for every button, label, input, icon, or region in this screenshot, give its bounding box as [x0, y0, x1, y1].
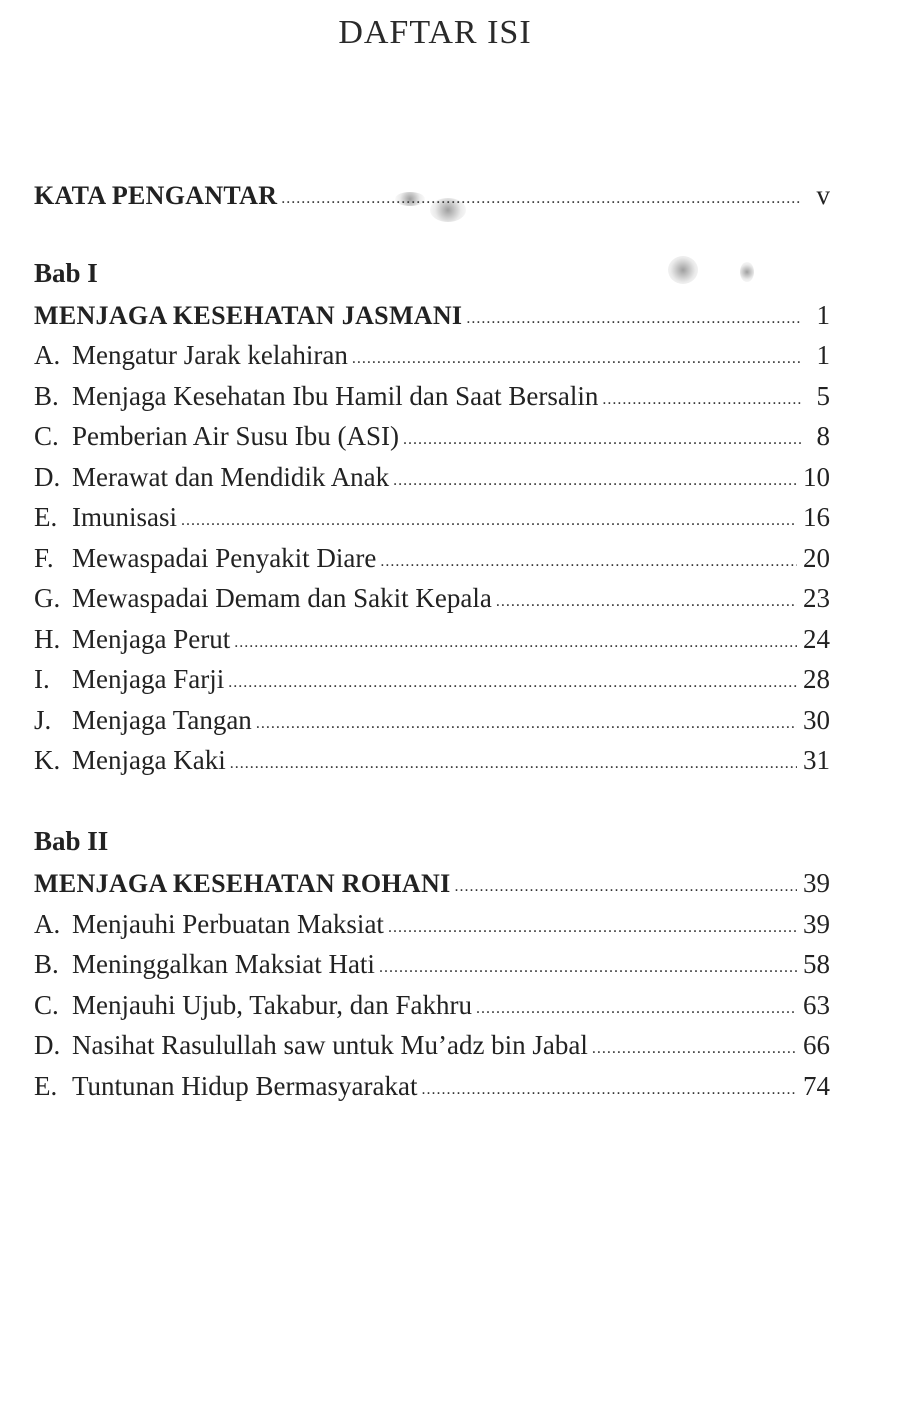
- entry-label: Menjauhi Perbuatan Maksiat: [72, 909, 384, 939]
- leader-dots: [228, 674, 797, 692]
- toc-entry[interactable]: [34, 909, 830, 940]
- ink-smudge: [740, 262, 754, 282]
- toc-entry[interactable]: [34, 1030, 830, 1061]
- chapter-1-label: Bab I: [34, 258, 98, 288]
- chapter-2-title: MENJAGA KESEHATAN ROHANI: [34, 869, 451, 898]
- ink-smudge: [668, 256, 698, 284]
- entry-letter: A.: [34, 909, 61, 939]
- entry-page: 8: [816, 421, 830, 451]
- leader-dots: [421, 1081, 797, 1099]
- entry-letter: E.: [34, 1071, 58, 1101]
- leader-dots: [230, 755, 797, 773]
- entry-letter: C.: [34, 990, 59, 1020]
- chapter-2-label: Bab II: [34, 826, 109, 856]
- entry-label: Tuntunan Hidup Bermasyarakat: [72, 1071, 418, 1101]
- leader-dots: [256, 715, 797, 733]
- entry-letter: B.: [34, 949, 59, 979]
- entry-label: Menjaga Perut: [72, 624, 231, 654]
- toc-entry[interactable]: [34, 745, 830, 776]
- entry-letter: F.: [34, 543, 54, 573]
- leader-dots: [496, 593, 797, 611]
- toc-entry[interactable]: [34, 949, 830, 980]
- preface-page: v: [816, 180, 830, 210]
- entry-label: Menjauhi Ujub, Takabur, dan Fakhru: [72, 990, 472, 1020]
- entry-letter: C.: [34, 421, 59, 451]
- chapter-1-page: 1: [816, 300, 830, 330]
- leader-dots: [393, 472, 797, 490]
- chapter-2-page: 39: [803, 868, 830, 898]
- toc-entry[interactable]: [34, 1071, 830, 1102]
- entry-label: Menjaga Tangan: [72, 705, 252, 735]
- entry-label: Menjaga Kesehatan Ibu Hamil dan Saat Bersalin: [72, 381, 599, 411]
- entry-letter: D.: [34, 1030, 61, 1060]
- entry-page: 24: [803, 624, 830, 654]
- leader-dots: [388, 919, 797, 937]
- entry-label: Pemberian Air Susu Ibu (ASI): [72, 421, 399, 451]
- toc-entry[interactable]: [34, 421, 830, 452]
- entry-page: 39: [803, 909, 830, 939]
- entry-label: Mewaspadai Demam dan Sakit Kepala: [72, 583, 492, 613]
- entry-label: Menjaga Kaki: [72, 745, 226, 775]
- entry-letter: G.: [34, 583, 61, 613]
- leader-dots: [592, 1040, 797, 1058]
- leader-dots: [234, 634, 797, 652]
- leader-dots: [602, 391, 802, 409]
- leader-dots: [380, 553, 797, 571]
- entry-letter: E.: [34, 502, 58, 532]
- leader-dots: [403, 431, 802, 449]
- leader-dots: [466, 310, 802, 328]
- toc-entry[interactable]: [34, 381, 830, 412]
- entry-page: 58: [803, 949, 830, 979]
- entry-letter: J.: [34, 705, 52, 735]
- entry-letter: H.: [34, 624, 61, 654]
- entry-letter: K.: [34, 745, 61, 775]
- leader-dots: [379, 959, 797, 977]
- leader-dots: [476, 1000, 797, 1018]
- leader-dots: [455, 878, 798, 896]
- entry-page: 63: [803, 990, 830, 1020]
- toc-entry[interactable]: [34, 502, 830, 533]
- entry-page: 20: [803, 543, 830, 573]
- toc-entry[interactable]: [34, 664, 830, 695]
- toc-entry[interactable]: [34, 583, 830, 614]
- entry-page: 30: [803, 705, 830, 735]
- entry-page: 23: [803, 583, 830, 613]
- toc-entry[interactable]: [34, 990, 830, 1021]
- entry-label: Meninggalkan Maksiat Hati: [72, 949, 375, 979]
- entry-letter: B.: [34, 381, 59, 411]
- leader-dots: [352, 350, 802, 368]
- entry-page: 31: [803, 745, 830, 775]
- toc-entry-chapter-2[interactable]: [34, 868, 830, 899]
- entry-label: Menjaga Farji: [72, 664, 225, 694]
- entry-page: 66: [803, 1030, 830, 1060]
- entry-page: 28: [803, 664, 830, 694]
- leader-dots: [281, 190, 802, 208]
- entry-label: Mengatur Jarak kelahiran: [72, 340, 348, 370]
- entry-page: 10: [803, 462, 830, 492]
- toc-entry[interactable]: [34, 340, 830, 371]
- entry-page: 16: [803, 502, 830, 532]
- toc-entry[interactable]: [34, 462, 830, 493]
- chapter-1-title: MENJAGA KESEHATAN JASMANI: [34, 301, 463, 330]
- entry-letter: A.: [34, 340, 61, 370]
- entry-label: Nasihat Rasulullah saw untuk Mu’adz bin Jabal: [72, 1030, 588, 1060]
- entry-label: Imunisasi: [72, 502, 177, 532]
- entry-page: 5: [816, 381, 830, 411]
- entry-page: 74: [803, 1071, 830, 1101]
- entry-letter: D.: [34, 462, 61, 492]
- page-title: DAFTAR ISI: [338, 14, 532, 51]
- preface-label: KATA PENGANTAR: [34, 181, 278, 210]
- toc-entry-preface[interactable]: [34, 180, 830, 211]
- entry-label: Mewaspadai Penyakit Diare: [72, 543, 377, 573]
- entry-label: Merawat dan Mendidik Anak: [72, 462, 390, 492]
- toc-entry[interactable]: [34, 543, 830, 574]
- toc-entry[interactable]: [34, 705, 830, 736]
- leader-dots: [181, 512, 797, 530]
- entry-letter: I.: [34, 664, 50, 694]
- toc-entry-chapter-1[interactable]: [34, 300, 830, 331]
- entry-page: 1: [816, 340, 830, 370]
- toc-entry[interactable]: [34, 624, 830, 655]
